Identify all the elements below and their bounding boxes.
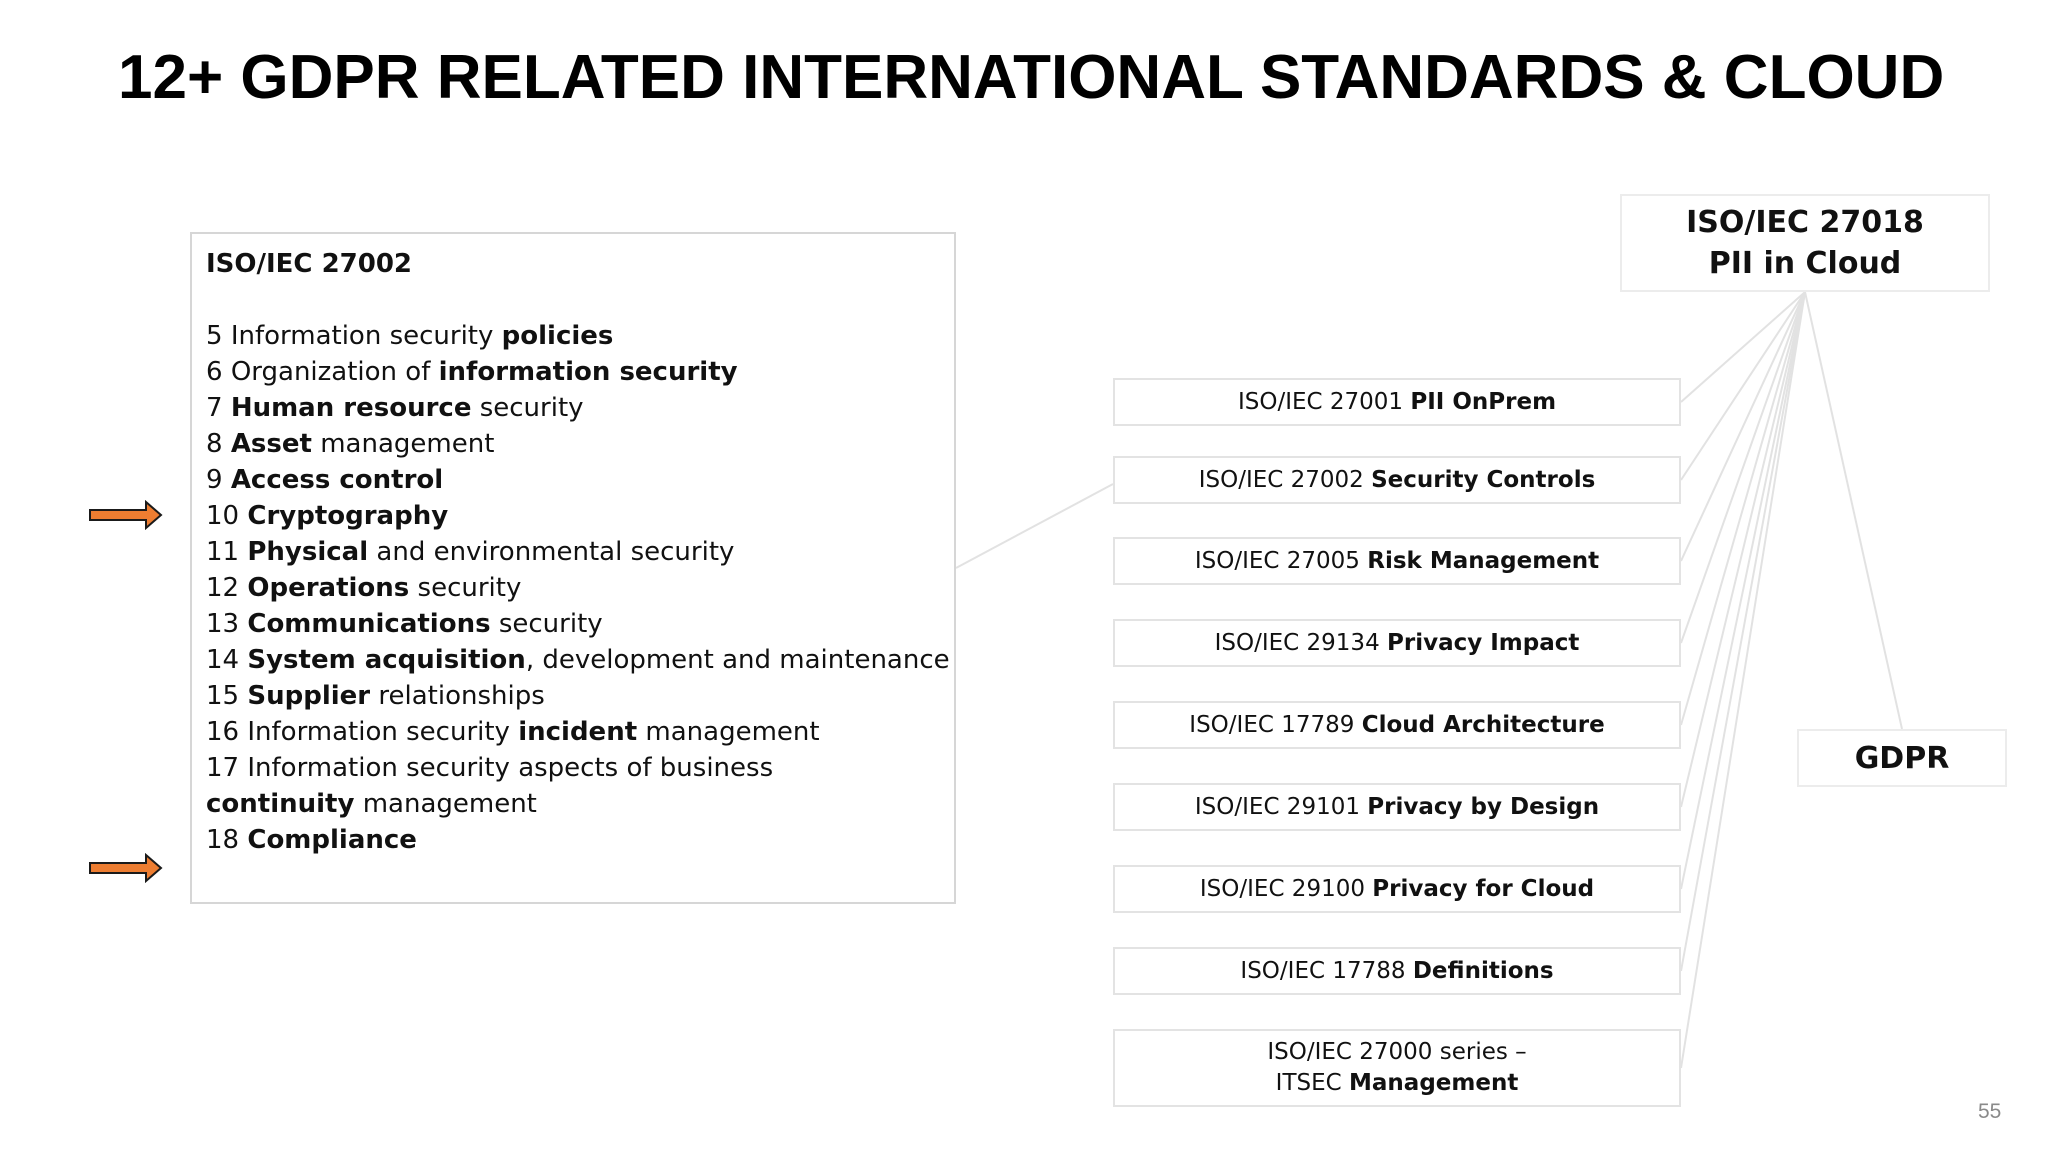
gdpr-box bbox=[1797, 729, 2007, 787]
standard-box-29101: ISO/IEC 29101 Privacy by Design bbox=[1113, 783, 1681, 831]
clause-item: 5 Information security policies bbox=[206, 321, 614, 351]
clause-item: 10 Cryptography bbox=[206, 501, 449, 531]
standard-box-17789: ISO/IEC 17789 Cloud Architecture bbox=[1113, 701, 1681, 749]
clause-item: 15 Supplier relationships bbox=[206, 681, 545, 711]
standard-box-27005: ISO/IEC 27005 Risk Management bbox=[1113, 537, 1681, 585]
connector-panel-to-27002 bbox=[956, 484, 1113, 568]
panel-title: ISO/IEC 27002 bbox=[206, 249, 413, 279]
gdpr-label: GDPR bbox=[1854, 740, 1950, 776]
orange-arrow-icon bbox=[88, 500, 164, 530]
clause-item: 6 Organization of information security bbox=[206, 357, 738, 387]
connector-27018-to-gdpr bbox=[1805, 292, 1902, 729]
iso-27002-panel bbox=[190, 232, 956, 904]
orange-arrow-icon bbox=[88, 853, 164, 883]
page-number: 55 bbox=[1978, 1100, 2002, 1123]
clause-item: 8 Asset management bbox=[206, 429, 495, 459]
clause-item: 7 Human resource security bbox=[206, 393, 584, 423]
clause-item: 9 Access control bbox=[206, 465, 444, 495]
standard-box-27001: ISO/IEC 27001 PII OnPrem bbox=[1113, 378, 1681, 426]
connector-27018-to-27005 bbox=[1681, 292, 1805, 561]
clause-item: 16 Information security incident management bbox=[206, 717, 820, 747]
standard-box-17788: ISO/IEC 17788 Definitions bbox=[1113, 947, 1681, 995]
clause-item: 14 System acquisition, development and maintenance bbox=[206, 645, 950, 675]
clause-list bbox=[206, 318, 950, 858]
clause-item: 12 Operations security bbox=[206, 573, 522, 603]
connector-27018-to-29101 bbox=[1681, 292, 1805, 807]
standard-box-29134: ISO/IEC 29134 Privacy Impact bbox=[1113, 619, 1681, 667]
clause-item: 13 Communications security bbox=[206, 609, 603, 639]
connector-27018-to-27000 bbox=[1681, 292, 1805, 1068]
iso-27018-title: ISO/IEC 27018 bbox=[1686, 205, 1924, 240]
clause-item: 11 Physical and environmental security bbox=[206, 537, 735, 567]
connector-27018-to-17789 bbox=[1681, 292, 1805, 725]
standard-box-29100: ISO/IEC 29100 Privacy for Cloud bbox=[1113, 865, 1681, 913]
clause-item: 17 Information security aspects of business continuity management bbox=[206, 753, 774, 819]
clause-item: 18 Compliance bbox=[206, 825, 417, 855]
standard-box-27002: ISO/IEC 27002 Security Controls bbox=[1113, 456, 1681, 504]
iso-27018-box bbox=[1620, 194, 1990, 292]
connector-27018-to-17788 bbox=[1681, 292, 1805, 971]
standard-box-27000-series: ISO/IEC 27000 series – ITSEC Management bbox=[1113, 1029, 1681, 1107]
iso-27018-subtitle: PII in Cloud bbox=[1708, 246, 1902, 281]
slide-title: 12+ GDPR RELATED INTERNATIONAL STANDARDS & CLOUD bbox=[118, 43, 1945, 112]
